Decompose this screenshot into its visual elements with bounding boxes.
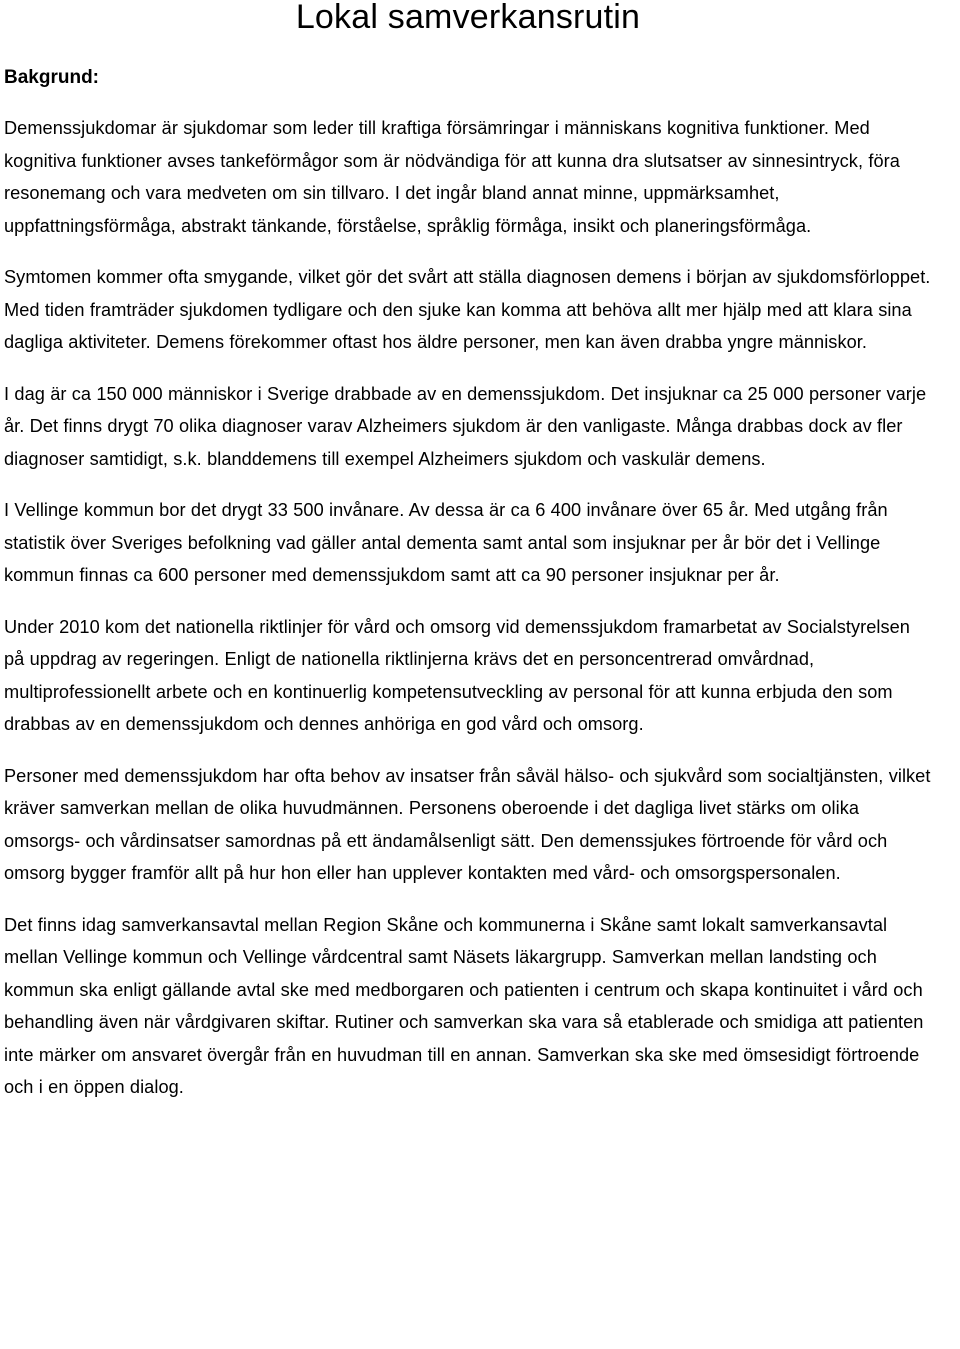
paragraph-7: Det finns idag samverkansavtal mellan Region Skåne och kommunerna i Skåne samt lokalt samverkansavtal mellan Vellinge kommun och Vellinge vårdcentral samt Näsets läkargrupp. Samverkan mellan landsting och kommun ska enligt gällande avtal ske med medborgaren och patienten i centrum och skapa kontinuitet i vård och behandling även när vårdgivaren skiftar. Rutiner och samverkan ska vara så etablerade och smidiga att patienten inte märker om ansvaret övergår från en huvudman till en annan. Samverkan ska ske med ömsesidigt förtroende och i en öppen dialog. [4,914,924,1097]
paragraph-2: Symtomen kommer ofta smygande, vilket gör det svårt att ställa diagnosen demens i början av sjukdomsförloppet. Med tiden framträder sjukdomen tydligare och den sjuke kan komma att behöva allt mer hjälp med att klara sina dagliga aktiviteter. Demens förekommer oftast hos äldre personer, men kan även drabba yngre människor. [4,267,931,352]
paragraph-1: Demenssjukdomar är sjukdomar som leder till kraftiga försämringar i människans kognitiva funktioner. Med kognitiva funktioner avses tankeförmågor som är nödvändiga för att kunna dra slutsatser av sinnesintryck, föra resonemang och vara medveten om sin tillvaro. I det ingår bland annat minne, uppmärksamhet, uppfattningsförmåga, abstrakt tänkande, förståelse, språklig förmåga, insikt och planeringsförmåga. [4,118,900,236]
paragraph-5: Under 2010 kom det nationella riktlinjer för vård och omsorg vid demenssjukdom framarbetat av Socialstyrelsen på uppdrag av regeringen. Enligt de nationella riktlinjerna krävs det en personcentrerad omvårdnad, multiprofessionellt arbete och en kontinuerlig kompetensutveckling av personal för att kunna erbjuda den som drabbas av en demenssjukdom och dennes anhöriga en god vård och omsorg. [4,616,910,734]
paragraph-4: I Vellinge kommun bor det drygt 33 500 invånare. Av dessa är ca 6 400 invånare över 65 år. Med utgång från statistik över Sveriges befolkning vad gäller antal dementa samt antal som insjuknar per år bör det i Vellinge kommun finnas ca 600 personer med demenssjukdom samt att ca 90 personer insjuknar per år. [4,500,888,585]
paragraph-3: I dag är ca 150 000 människor i Sverige drabbade av en demenssjukdom. Det insjuknar ca 25 000 personer varje år. Det finns drygt 70 olika diagnoser varav Alzheimers sjukdom är den vanligaste. Många drabbas dock av fler diagnoser samtidigt, s.k. blanddemens till exempel Alzheimers sjukdom och vaskulär demens. [4,383,927,469]
document-title: Lokal samverkansrutin [295,0,641,36]
paragraph-6: Personer med demenssjukdom har ofta behov av insatser från såväl hälso- och sjukvård som socialtjänsten, vilket kräver samverkan mellan de olika huvudmännen. Personens oberoende i det dagliga livet stärks om olika omsorgs- och vårdinsatser samordnas på ett ändamålsenligt sätt. Den demenssjukes förtroende för vård och omsorg bygger framför allt på hur hon eller han upplever kontakten med vård- och omsorgspersonalen. [4,765,931,883]
section-heading: Bakgrund: [4,67,99,88]
